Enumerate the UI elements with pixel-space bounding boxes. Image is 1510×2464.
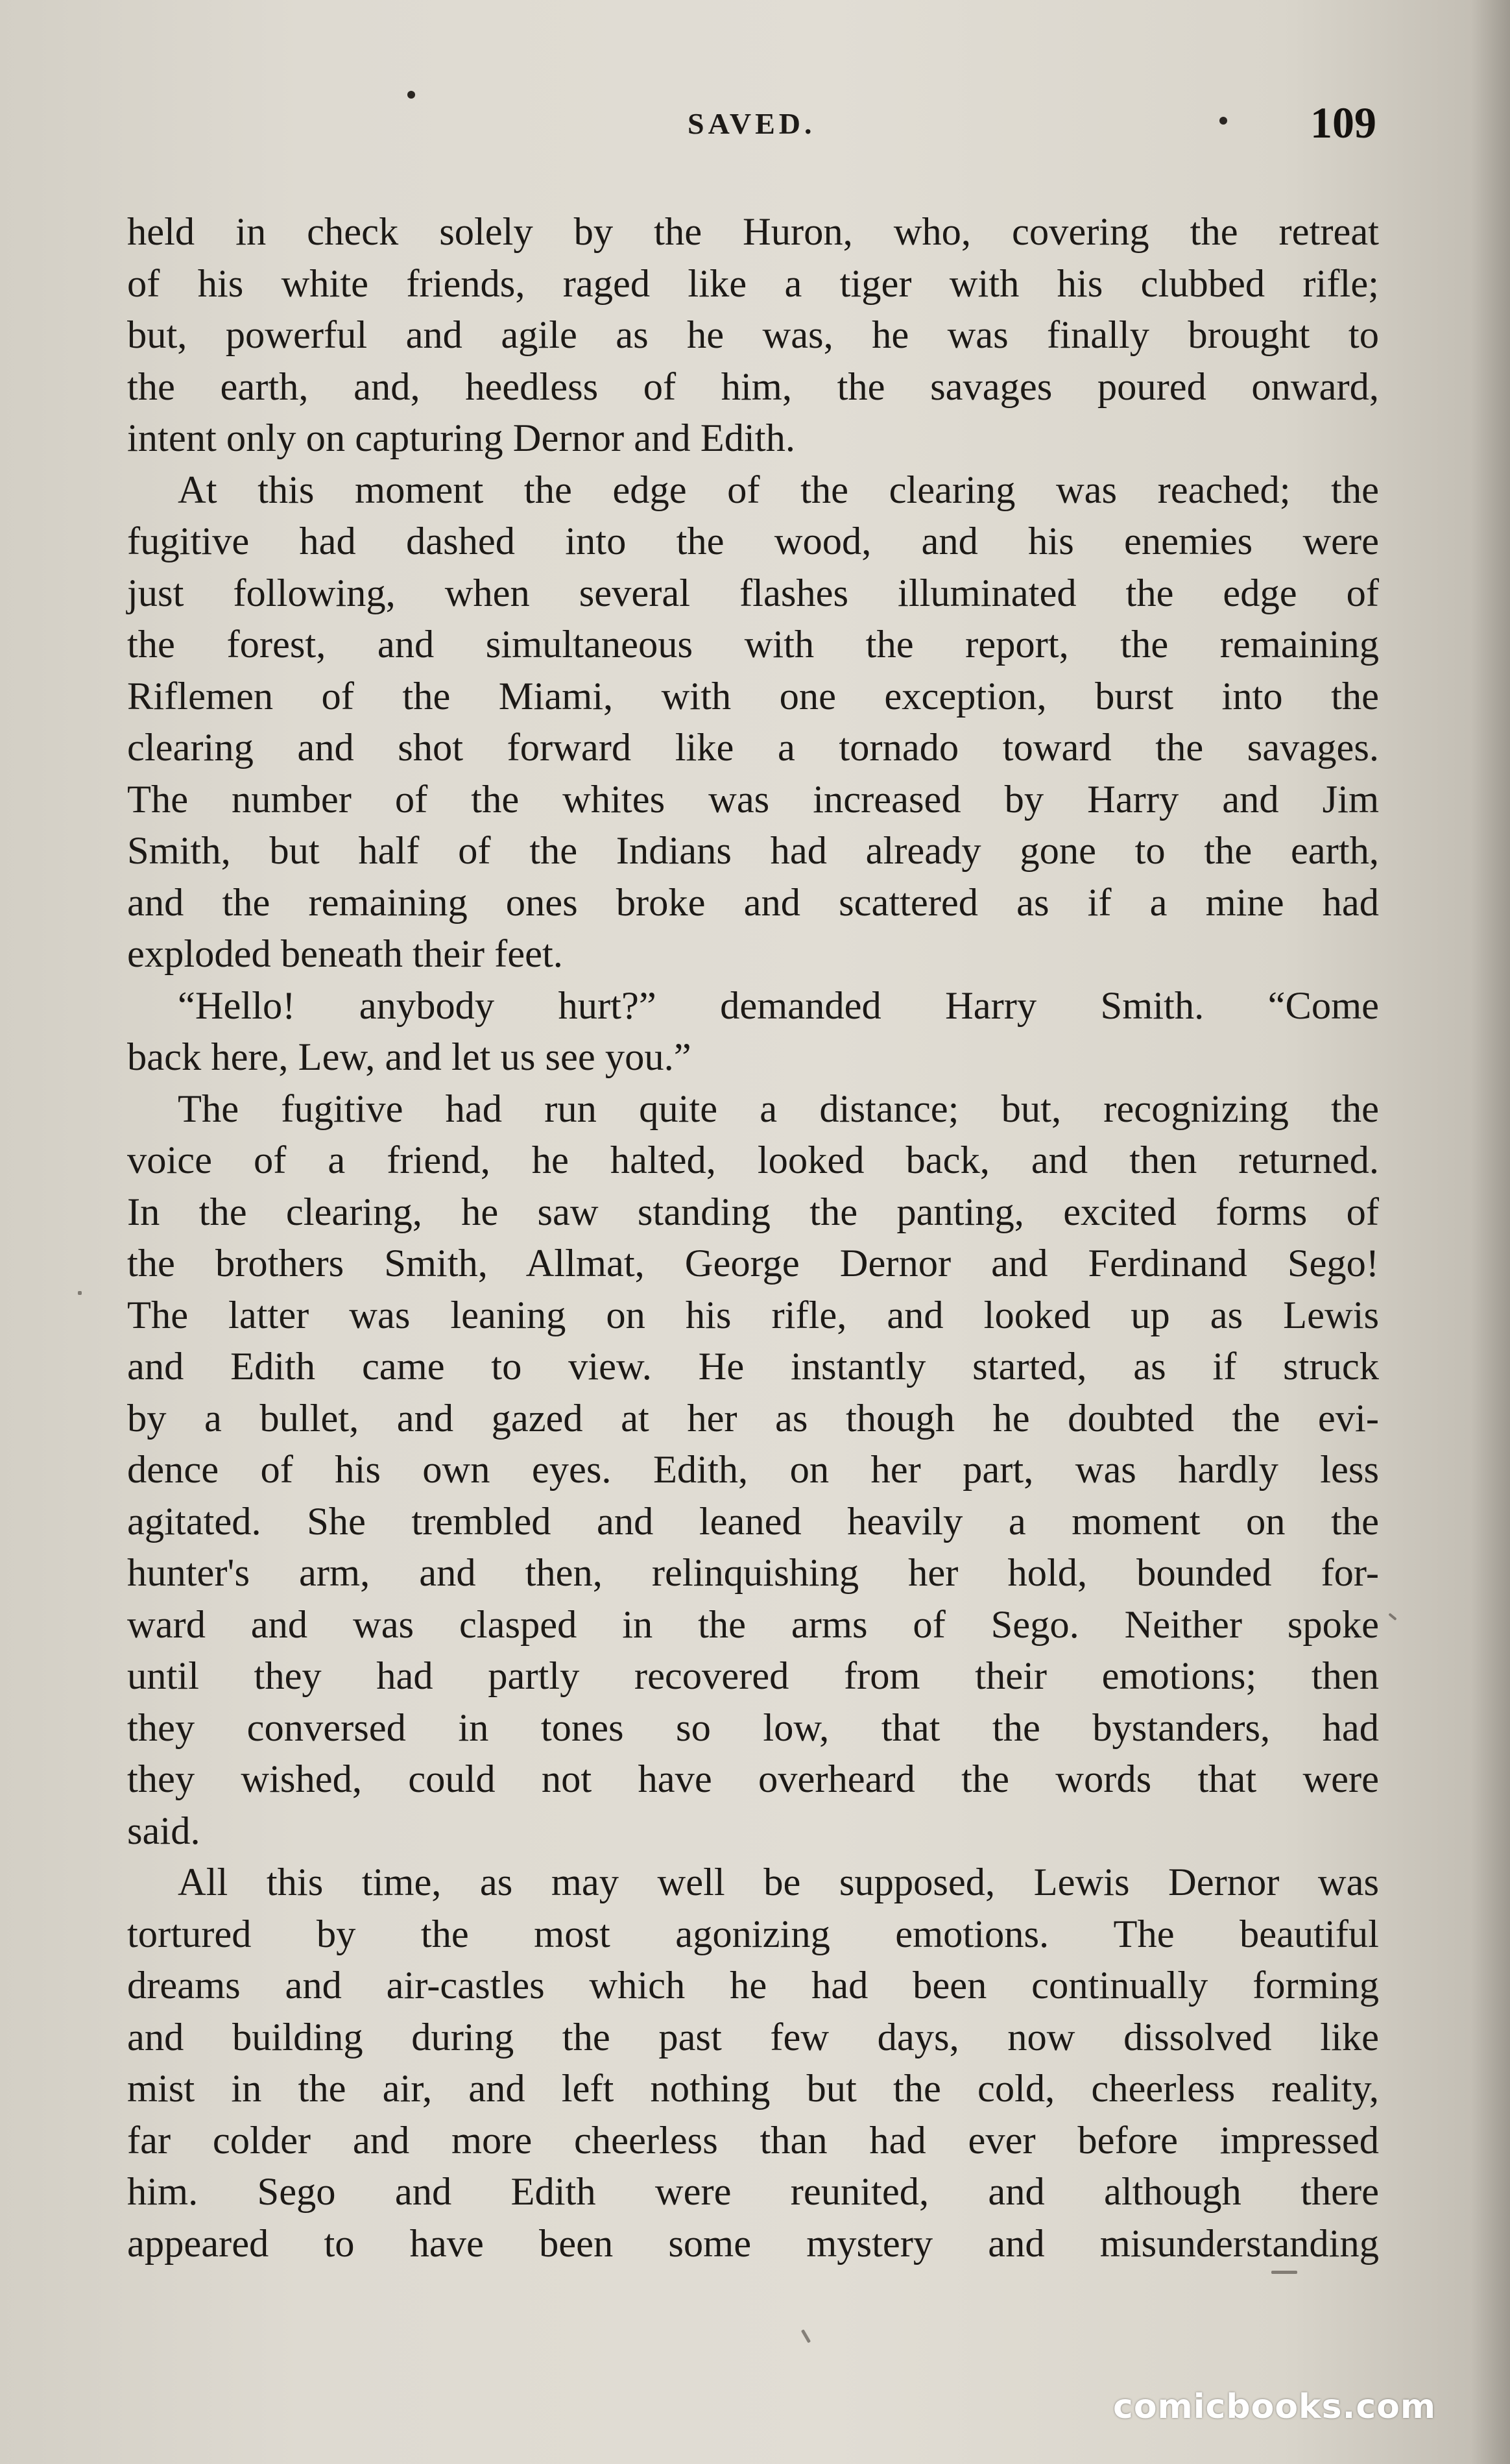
text-line: fugitive had dashed into the wood, and his enemies were (127, 520, 1379, 563)
text-line: dence of his own eyes. Edith, on her part, was hardly less (127, 1448, 1379, 1492)
text-line: In the clearing, he saw standing the panting, excited forms of (127, 1190, 1379, 1234)
page-gutter-shadow (1471, 0, 1510, 2464)
text-line: At this moment the edge of the clearing was reached; the (178, 468, 1379, 512)
text-line: him. Sego and Edith were reunited, and although there (127, 2170, 1379, 2214)
text-line: and building during the past few days, now dissolved like (127, 2015, 1379, 2059)
text-line: the earth, and, heedless of him, the savages poured onward, (127, 365, 1379, 409)
text-line: but, powerful and agile as he was, he was finally brought to (127, 313, 1379, 357)
text-line: Smith, but half of the Indians had already gone to the earth, (127, 829, 1379, 873)
text-line: The number of the whites was increased by Harry and Jim (127, 777, 1379, 821)
text-line: they wished, could not have overheard the words that were (127, 1757, 1379, 1801)
running-head: SAVED. (688, 107, 816, 140)
text-line: “Hello! anybody hurt?” demanded Harry Smith. “Come (178, 984, 1379, 1028)
text-line: voice of a friend, he halted, looked back, and then returned. (127, 1139, 1379, 1182)
text-line: until they had partly recovered from their emotions; then (127, 1654, 1379, 1698)
ink-dot (1219, 117, 1227, 125)
text-line: dreams and air-castles which he had been continually forming (127, 1964, 1379, 2007)
text-line: clearing and shot forward like a tornado toward the savages. (127, 726, 1379, 769)
ink-speck (801, 2329, 811, 2343)
text-line: All this time, as may well be supposed, Lewis Dernor was (178, 1861, 1379, 1904)
page-number: 109 (1310, 98, 1376, 147)
text-line: ward and was clasped in the arms of Sego. Neither spoke (127, 1602, 1379, 1647)
text-line: appeared to have been some mystery and misunderstanding (127, 2221, 1379, 2265)
text-line: hunter's arm, and then, relinquishing her hold, bounded for- (127, 1551, 1379, 1595)
text-line: tortured by the most agonizing emotions. The beautiful (127, 1912, 1379, 1956)
text-line: said. (127, 1809, 200, 1853)
ink-speck (1271, 2271, 1297, 2274)
text-line: Riflemen of the Miami, with one exception, burst into the (127, 674, 1379, 718)
text-line: and Edith came to view. He instantly started, as if struck (127, 1345, 1379, 1388)
text-line: they conversed in tones so low, that the bystanders, had (127, 1706, 1379, 1750)
ink-speck (78, 1291, 82, 1295)
text-line: held in check solely by the Huron, who, covering the retreat (127, 210, 1379, 254)
text-line: and the remaining ones broke and scattered as if a mine had (127, 880, 1379, 924)
text-line: The fugitive had run quite a distance; but, recognizing the (178, 1087, 1379, 1131)
text-line: by a bullet, and gazed at her as though he doubted the evi- (127, 1396, 1379, 1440)
text-line: intent only on capturing Dernor and Edith. (127, 417, 795, 460)
page-header (0, 97, 1510, 156)
ink-dot (407, 91, 415, 99)
text-line: far colder and more cheerless than had ever before impressed (127, 2118, 1379, 2162)
text-line: the forest, and simultaneous with the report, the remaining (127, 623, 1379, 666)
text-line: The latter was leaning on his rifle, and looked up as Lewis (127, 1293, 1379, 1337)
text-line: agitated. She trembled and leaned heavily a moment on the (127, 1499, 1379, 1543)
text-line: mist in the air, and left nothing but the cold, cheerless reality, (127, 2067, 1379, 2110)
watermark: comicbooks.com (1113, 2387, 1437, 2426)
text-line: of his white friends, raged like a tiger with his clubbed rifle; (127, 261, 1379, 306)
body-text (127, 206, 1379, 2269)
text-line: the brothers Smith, Allmat, George Dernor and Ferdinand Sego! (127, 1242, 1379, 1285)
text-line: back here, Lew, and let us see you.” (127, 1035, 691, 1079)
ink-speck (1388, 1613, 1396, 1621)
text-line: just following, when several flashes illuminated the edge of (127, 571, 1379, 615)
text-line: exploded beneath their feet. (127, 932, 563, 976)
